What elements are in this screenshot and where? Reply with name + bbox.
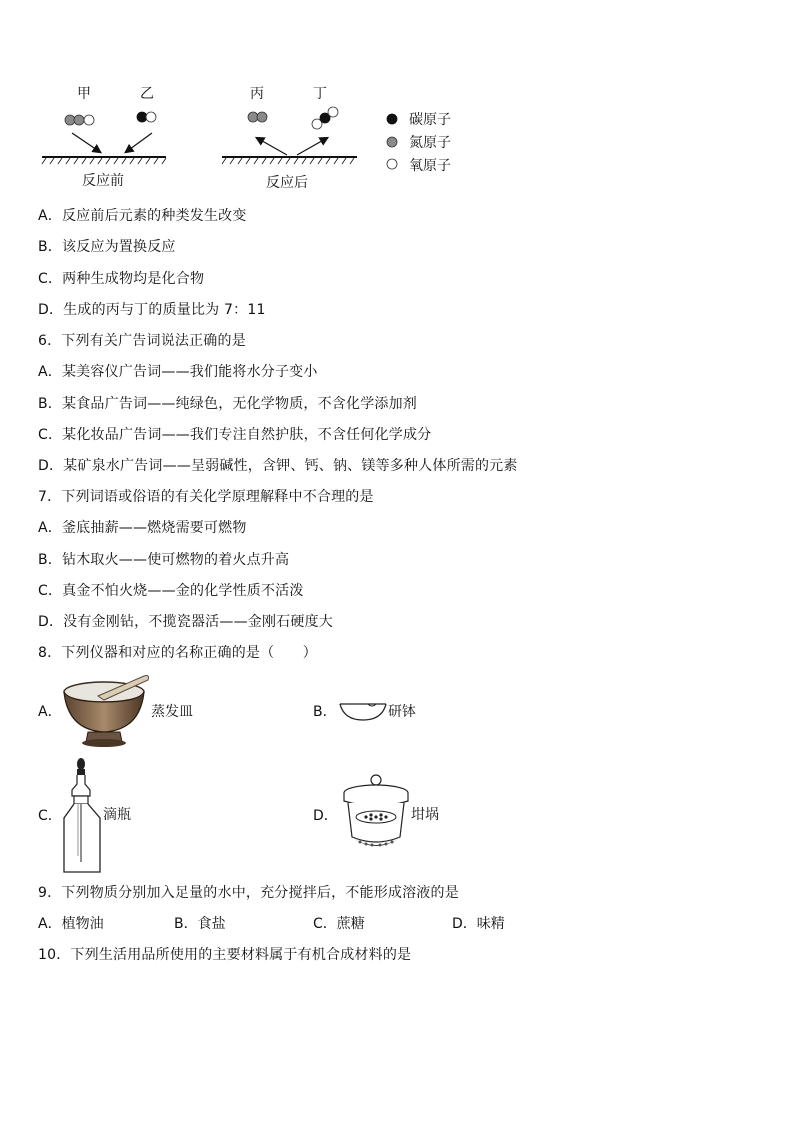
q10-stem: 10．下列生活用品所使用的主要材料属于有机合成材料的是 [38, 947, 412, 963]
before-label: 反应前 [82, 173, 124, 189]
crucible-image [338, 773, 418, 853]
q8-stem: 8．下列仪器和对应的名称正确的是（ ） [38, 645, 317, 661]
molecule-label-jia: 甲 [77, 86, 91, 102]
after-label: 反应后 [266, 175, 308, 191]
q9-stem: 9．下列物质分别加入足量的水中，充分搅拌后，不能形成溶液的是 [38, 885, 459, 901]
mortar-pestle-image [58, 672, 158, 752]
q9-option-a: A．植物油 [38, 916, 104, 932]
molecule-label-yi: 乙 [140, 86, 154, 102]
molecule-yi-atoms [137, 112, 156, 122]
q6-option-b: B．某食品广告词——纯绿色，无化学物质，不含化学添加剂 [38, 396, 418, 412]
q8-option-d-letter: D． [313, 808, 338, 824]
q8-option-b-name: 研钵 [388, 704, 416, 720]
q6-option-c: C．某化妆品广告词——我们专注自然护肤，不含任何化学成分 [38, 427, 432, 443]
q9-option-c: C．蔗糖 [313, 916, 365, 932]
q8-option-b-letter: B． [313, 704, 337, 720]
molecule-bing-atoms [248, 112, 267, 122]
q6-stem: 6．下列有关广告词说法正确的是 [38, 333, 246, 349]
reaction-diagram-graphic [0, 0, 794, 200]
q5-option-a: A．反应前后元素的种类发生改变 [38, 208, 247, 224]
q8-option-a-letter: A． [38, 704, 62, 720]
q9-option-b: B．食盐 [174, 916, 226, 932]
legend-oxygen-atom [387, 159, 397, 169]
q7-option-d: D．没有金刚钻，不揽瓷器活——金刚石硬度大 [38, 614, 333, 630]
q7-option-b: B．钻木取火——使可燃物的着火点升高 [38, 552, 290, 568]
legend-label-nitrogen: 氮原子 [409, 135, 451, 151]
molecule-ding-atoms [312, 107, 338, 129]
q8-option-a-name: 蒸发皿 [151, 704, 193, 720]
legend-carbon-atom [387, 114, 397, 124]
legend-label-carbon: 碳原子 [409, 112, 451, 128]
q8-option-c-name: 滴瓶 [103, 807, 131, 823]
molecule-label-bing: 丙 [250, 86, 264, 102]
q7-option-c: C．真金不怕火烧——金的化学性质不活泼 [38, 583, 304, 599]
q7-stem: 7．下列词语或俗语的有关化学原理解释中不合理的是 [38, 489, 374, 505]
legend-nitrogen-atom [387, 137, 397, 147]
q6-option-d: D．某矿泉水广告词——呈弱碱性，含钾、钙、钠、镁等多种人体所需的元素 [38, 458, 518, 474]
q5-option-c: C．两种生成物均是化合物 [38, 271, 205, 287]
q8-option-c-letter: C． [38, 808, 62, 824]
molecule-label-ding: 丁 [313, 86, 327, 102]
q8-option-d-name: 坩埚 [411, 807, 439, 823]
q5-option-d: D．生成的丙与丁的质量比为 7：11 [38, 302, 266, 318]
q9-option-d: D．味精 [452, 916, 505, 932]
legend-label-oxygen: 氧原子 [409, 158, 451, 174]
molecule-jia-atoms [65, 115, 94, 125]
q7-option-a: A．釜底抽薪——燃烧需要可燃物 [38, 520, 247, 536]
q6-option-a: A．某美容仪广告词——我们能将水分子变小 [38, 364, 318, 380]
q5-option-b: B．该反应为置换反应 [38, 239, 176, 255]
